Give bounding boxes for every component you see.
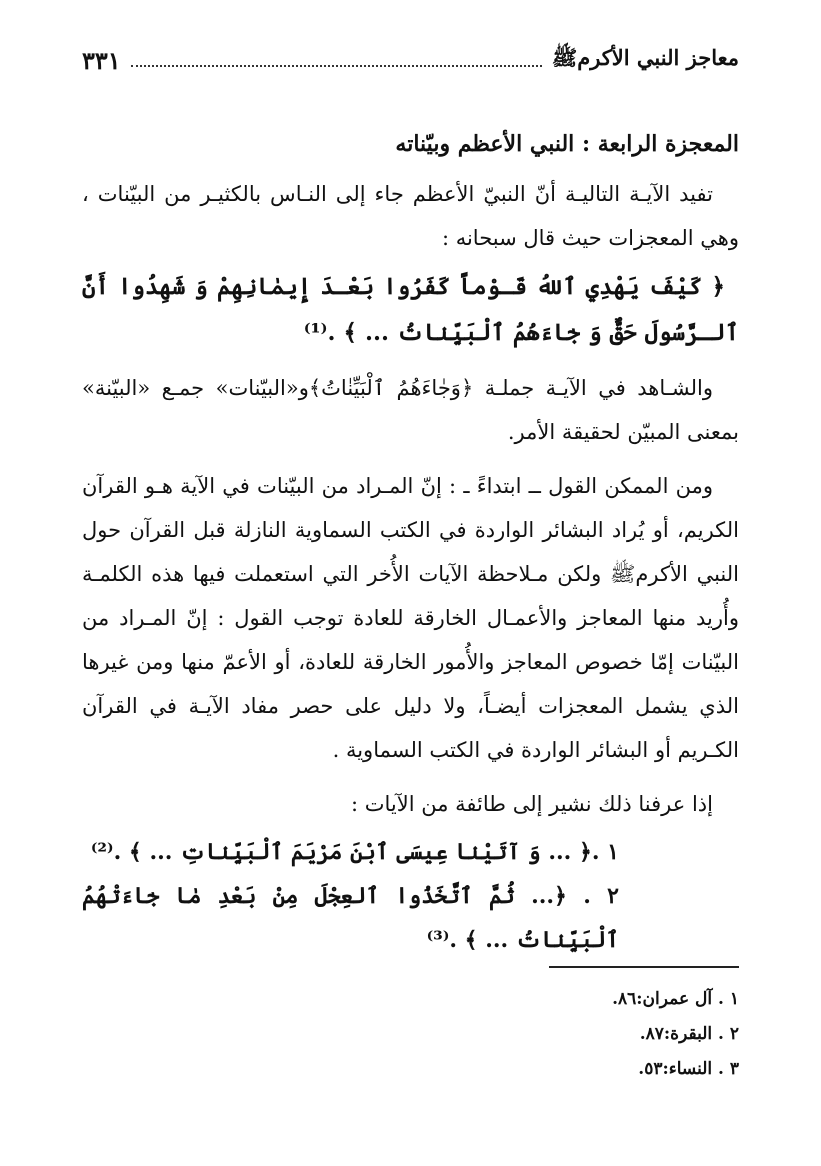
running-header: [82, 42, 739, 78]
footnote: ٣ . النساء:٥٣.: [638, 1059, 739, 1079]
footnote: ٢ . البقرة:٨٧.: [639, 1024, 739, 1044]
page-number: ٣٣١: [82, 45, 121, 75]
paragraph-2: والشـاهد في الآيـة جملـة ﴿وَجٰاءَهُمُ ٱلْبَيِّنٰاتُ﴾و«البيّنات» جمـع «البيّنة» بمعنى المبيّن لحقيقة الأمر.: [82, 376, 739, 444]
main-text: [82, 122, 739, 962]
running-title: معاجز النبي الأكرمﷺ: [551, 44, 739, 70]
paragraph-3: ومن الممكن القول ــ ابتداءً ـ : إنّ المـراد من البيّنات في الآية هـو القرآن الكريم، أو يُراد البشائر الواردة في الكتب السماوية النازلة قبل القرآن حول النبي الأكرمﷺ ولكن مـلاحظة الآيات الأُخر التي استعملت فيها هذه الكلمـة وأُريد منها المعاجز والأعمـال الخارقة للعادة توجب القول : إنّ المـراد من البيّنات إمّا خصوص المعاجز والأُمور الخارقة للعادة، أو الأعمّ منها ومن غيرها الذي يشمل المعجزات أيضـاً، ولا دليل على حصر مفاد الآيـة في القرآن الكـريم أو البشائر الواردة في الكتب السماوية .: [82, 474, 739, 762]
quran-verse-1: ﴿ كَيْفَ يَهْدِي ٱللهُ قَـوْماً كَفَرُوا بَعْـدَ إِيمٰانِهِمْ وَ شَهِدُوا أَنَّ ٱلـرَّسُولَ حَقٌّ وَ جٰاءَهُمُ ٱلْبَيِّنٰاتُ ... ﴾ .⁽¹⁾: [82, 273, 739, 346]
section-heading: المعجزة الرابعة : النبي الأعظم وبيّناته: [395, 131, 739, 157]
footnote: ١ . آل عمران:٨٦.: [612, 989, 739, 1009]
header-dotted-leader: [131, 65, 542, 67]
verse-list-item: ٢ . ﴿... ثُمَّ ٱتَّخَذُوا ٱلعِجْلَ مِنْ بَعْدِ مٰا جٰاءَتْهُمُ ٱلْبَيِّنٰاتُ ... ﴾ .⁽³⁾: [82, 883, 619, 953]
paragraph-4: إذا عرفنا ذلك نشير إلى طائفة من الآيات :: [351, 792, 713, 816]
footnote-separator: [549, 966, 739, 968]
verse-list: [82, 830, 739, 962]
paragraph-1: تفيد الآيـة التاليـة أنّ النبيّ الأعظم جاء إلى النـاس بالكثيـر من البيّنات ، وهي المعجزات حيث قال سبحانه :: [82, 182, 739, 250]
verse-list-item: ١ .﴿ ... وَ آتَيْنٰا عِيسَى ٱبْنَ مَرْيَمَ ٱلْبَيِّنٰاتِ ... ﴾ .⁽²⁾: [90, 839, 619, 865]
footnotes: [82, 982, 739, 1087]
